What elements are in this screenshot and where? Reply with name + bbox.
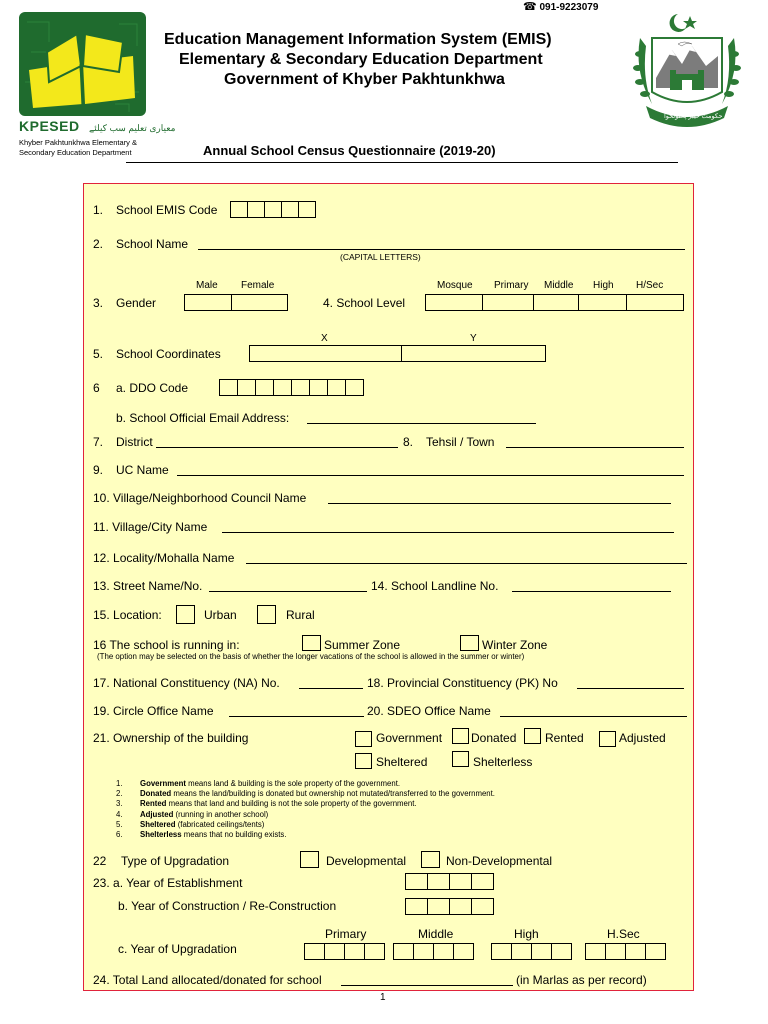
q23a-label: 23. a. Year of Establishment xyxy=(93,876,243,890)
landline-field[interactable] xyxy=(512,591,671,592)
level-hsec-box[interactable] xyxy=(626,294,684,311)
circle-office-field[interactable] xyxy=(229,716,364,717)
level-mosque-box[interactable] xyxy=(425,294,483,311)
gender-boxes xyxy=(184,294,287,311)
ddo-code-digit[interactable] xyxy=(327,379,346,396)
winter-zone-option: Winter Zone xyxy=(482,638,548,652)
rented-checkbox[interactable] xyxy=(524,728,541,744)
q3-label: Gender xyxy=(116,296,157,310)
ownership-note: 1. Government means land & building is the sole property of the government. xyxy=(116,779,401,788)
developmental-option: Developmental xyxy=(326,854,407,868)
government-option: Government xyxy=(376,731,443,745)
emis-code-digit[interactable] xyxy=(264,201,282,218)
sheltered-checkbox[interactable] xyxy=(355,753,372,769)
q23b-label: b. Year of Construction / Re-Construction xyxy=(118,899,337,913)
year-digit[interactable] xyxy=(491,943,512,960)
kpesed-wordmark: KPESED xyxy=(19,118,80,134)
q6a-label: a. DDO Code xyxy=(116,381,189,395)
q14-label: 14. School Landline No. xyxy=(371,579,499,593)
coord-y-label: Y xyxy=(470,333,477,344)
year-digit[interactable] xyxy=(471,873,494,890)
q2-number: 2. xyxy=(93,237,104,251)
emis-code-digit[interactable] xyxy=(298,201,316,218)
title-line-2: Elementary & Secondary Education Department xyxy=(179,51,543,68)
q1-label: School EMIS Code xyxy=(116,203,218,217)
upgradation-level-primary: Primary xyxy=(325,927,367,941)
year-digit[interactable] xyxy=(585,943,606,960)
year-digit[interactable] xyxy=(449,898,472,915)
seal-urdu-banner: حکومت خیبر پختونخوا xyxy=(664,113,723,120)
q8-number: 8. xyxy=(403,435,414,449)
q11-label: 11. Village/City Name xyxy=(93,520,208,534)
kpesed-subtitle-1: Khyber Pakhtunkhwa Elementary & xyxy=(19,138,137,147)
q19-label: 19. Circle Office Name xyxy=(93,704,214,718)
year-digit[interactable] xyxy=(405,898,428,915)
year-digit[interactable] xyxy=(625,943,646,960)
locality-field[interactable] xyxy=(246,563,687,564)
ownership-note: 2. Donated means the land/building is donated but ownership not mutated/transferred to the government. xyxy=(116,789,495,798)
telephone-icon: ☎ xyxy=(523,1,537,13)
q13-label: 13. Street Name/No. xyxy=(93,579,203,593)
emis-code-digit[interactable] xyxy=(281,201,299,218)
year-digit[interactable] xyxy=(393,943,414,960)
rural-checkbox[interactable] xyxy=(257,605,276,624)
q24-label: 24. Total Land allocated/donated for school xyxy=(93,973,322,987)
year-digit[interactable] xyxy=(344,943,365,960)
upgradation-middle-year-boxes xyxy=(393,943,473,960)
year-digit[interactable] xyxy=(324,943,345,960)
q9-label: UC Name xyxy=(116,463,169,477)
q7-number: 7. xyxy=(93,435,104,449)
upgradation-primary-year-boxes xyxy=(304,943,384,960)
street-field[interactable] xyxy=(209,591,367,592)
level-middle-box[interactable] xyxy=(533,294,579,311)
q17-label: 17. National Constituency (NA) No. xyxy=(93,676,280,690)
year-digit[interactable] xyxy=(433,943,454,960)
q22-label: Type of Upgradation xyxy=(121,854,230,868)
urban-checkbox[interactable] xyxy=(176,605,195,624)
page-number: 1 xyxy=(380,992,386,1003)
adjusted-option: Adjusted xyxy=(619,731,666,745)
ownership-note: 5. Sheltered (fabricated ceilings/tents) xyxy=(116,820,265,829)
kpesed-urdu-tagline: معیاری تعلیم سب کیلئے xyxy=(89,123,176,133)
year-digit[interactable] xyxy=(531,943,552,960)
title-line-3: Government of Khyber Pakhtunkhwa xyxy=(224,71,505,88)
q6b-label: b. School Official Email Address: xyxy=(116,411,290,425)
gender-option-female: Female xyxy=(241,280,275,291)
ddo-code-digit[interactable] xyxy=(273,379,292,396)
year-digit[interactable] xyxy=(427,898,450,915)
ddo-code-boxes xyxy=(219,379,363,396)
ddo-code-digit[interactable] xyxy=(255,379,274,396)
gender-female-box[interactable] xyxy=(231,294,288,311)
level-option-hsec: H/Sec xyxy=(636,280,664,291)
q9-number: 9. xyxy=(93,463,104,477)
ownership-note: 4. Adjusted (running in another school) xyxy=(116,810,269,819)
year-digit[interactable] xyxy=(645,943,666,960)
q1-number: 1. xyxy=(93,203,104,217)
year-digit[interactable] xyxy=(511,943,532,960)
q5-label: School Coordinates xyxy=(116,347,221,361)
year-digit[interactable] xyxy=(449,873,472,890)
uc-name-field[interactable] xyxy=(177,475,684,476)
year-digit[interactable] xyxy=(471,898,494,915)
upgradation-high-year-boxes xyxy=(491,943,571,960)
summer-zone-option: Summer Zone xyxy=(324,638,401,652)
year-digit[interactable] xyxy=(605,943,626,960)
level-option-mosque: Mosque xyxy=(437,280,473,291)
q21-label: 21. Ownership of the building xyxy=(93,731,249,745)
q24-suffix: (in Marlas as per record) xyxy=(516,973,647,987)
q6-number: 6 xyxy=(93,381,100,395)
q10-label: 10. Village/Neighborhood Council Name xyxy=(93,491,307,505)
questionnaire-title: Annual School Census Questionnaire (2019-20) xyxy=(203,143,496,158)
year-digit[interactable] xyxy=(304,943,325,960)
phone-line xyxy=(523,0,598,13)
q22-number: 22 xyxy=(93,854,107,868)
ownership-note: 6. Shelterless means that no building exists. xyxy=(116,830,287,839)
coord-x-label: X xyxy=(321,333,328,344)
rural-option: Rural xyxy=(286,608,315,622)
upgradation-level-hsec: H.Sec xyxy=(607,927,640,941)
donated-option: Donated xyxy=(471,731,517,745)
upgradation-hsec-year-boxes xyxy=(585,943,665,960)
q20-label: 20. SDEO Office Name xyxy=(367,704,491,718)
title-underline xyxy=(126,162,678,163)
q3-number: 3. xyxy=(93,296,104,310)
q4-label: 4. School Level xyxy=(323,296,406,310)
level-option-middle: Middle xyxy=(544,280,574,291)
level-high-box[interactable] xyxy=(578,294,627,311)
sdeo-office-field[interactable] xyxy=(500,716,687,717)
adjusted-checkbox[interactable] xyxy=(599,731,616,747)
ddo-code-digit[interactable] xyxy=(309,379,328,396)
construction-year-boxes xyxy=(405,898,493,915)
q15-label: 15. Location: xyxy=(93,608,162,622)
q7-label: District xyxy=(116,435,153,449)
na-field[interactable] xyxy=(299,688,363,689)
ddo-code-digit[interactable] xyxy=(237,379,256,396)
q8-label: Tehsil / Town xyxy=(426,435,495,449)
ownership-note: 3. Rented means that land and building is not the sole property of the government. xyxy=(116,799,417,808)
year-digit[interactable] xyxy=(453,943,474,960)
kpesed-logo xyxy=(19,12,176,164)
developmental-checkbox[interactable] xyxy=(300,851,319,868)
q16-note: (The option may be selected on the basis of whether the longer vacations of the school is allowed in the summer or winter) xyxy=(97,652,525,661)
upgradation-level-high: High xyxy=(514,927,539,941)
shelterless-checkbox[interactable] xyxy=(452,751,469,767)
year-digit[interactable] xyxy=(427,873,450,890)
phone-number: 091-9223079 xyxy=(539,2,599,13)
ddo-code-digit[interactable] xyxy=(345,379,364,396)
winter-zone-checkbox[interactable] xyxy=(460,635,479,651)
email-field[interactable] xyxy=(307,423,536,424)
gender-option-male: Male xyxy=(196,280,218,291)
non-developmental-checkbox[interactable] xyxy=(421,851,440,868)
government-checkbox[interactable] xyxy=(355,731,372,747)
kpesed-emblem xyxy=(19,12,146,116)
emis-code-digit[interactable] xyxy=(247,201,265,218)
coordinate-y-box[interactable] xyxy=(401,345,546,362)
summer-zone-checkbox[interactable] xyxy=(302,635,321,651)
land-allocated-field[interactable] xyxy=(341,985,513,986)
school-name-field[interactable] xyxy=(198,249,685,250)
emis-code-boxes xyxy=(230,201,315,218)
non-developmental-option: Non-Developmental xyxy=(446,854,553,868)
q5-number: 5. xyxy=(93,347,104,361)
coordinate-boxes xyxy=(249,345,545,362)
village-council-field[interactable] xyxy=(328,503,671,504)
donated-checkbox[interactable] xyxy=(452,728,469,744)
title-line-1: Education Management Information System (EMIS) xyxy=(164,31,552,48)
emis-code-digit[interactable] xyxy=(230,201,248,218)
kpesed-subtitle-2: Secondary Education Department xyxy=(19,148,132,157)
q16-label: 16 The school is running in: xyxy=(93,638,240,652)
year-digit[interactable] xyxy=(364,943,385,960)
pk-field[interactable] xyxy=(577,688,684,689)
level-option-primary: Primary xyxy=(494,280,529,291)
q18-label: 18. Provincial Constituency (PK) No xyxy=(367,676,558,690)
school-level-boxes xyxy=(425,294,683,311)
ddo-code-digit[interactable] xyxy=(291,379,310,396)
year-digit[interactable] xyxy=(551,943,572,960)
level-option-high: High xyxy=(593,280,614,291)
establishment-year-boxes xyxy=(405,873,493,890)
q2-label: School Name xyxy=(116,237,189,251)
year-digit[interactable] xyxy=(413,943,434,960)
gender-male-box[interactable] xyxy=(184,294,232,311)
q23c-label: c. Year of Upgradation xyxy=(118,942,237,956)
school-name-hint: (CAPITAL LETTERS) xyxy=(340,252,421,262)
q12-label: 12. Locality/Mohalla Name xyxy=(93,551,235,565)
tehsil-field[interactable] xyxy=(506,447,684,448)
village-city-field[interactable] xyxy=(222,532,674,533)
year-digit[interactable] xyxy=(405,873,428,890)
ddo-code-digit[interactable] xyxy=(219,379,238,396)
shelterless-option: Shelterless xyxy=(473,755,533,769)
sheltered-option: Sheltered xyxy=(376,755,428,769)
urban-option: Urban xyxy=(204,608,237,622)
district-field[interactable] xyxy=(156,447,398,448)
level-primary-box[interactable] xyxy=(482,294,534,311)
rented-option: Rented xyxy=(545,731,584,745)
coordinate-x-box[interactable] xyxy=(249,345,402,362)
kp-government-seal xyxy=(626,8,748,135)
upgradation-level-middle: Middle xyxy=(418,927,454,941)
